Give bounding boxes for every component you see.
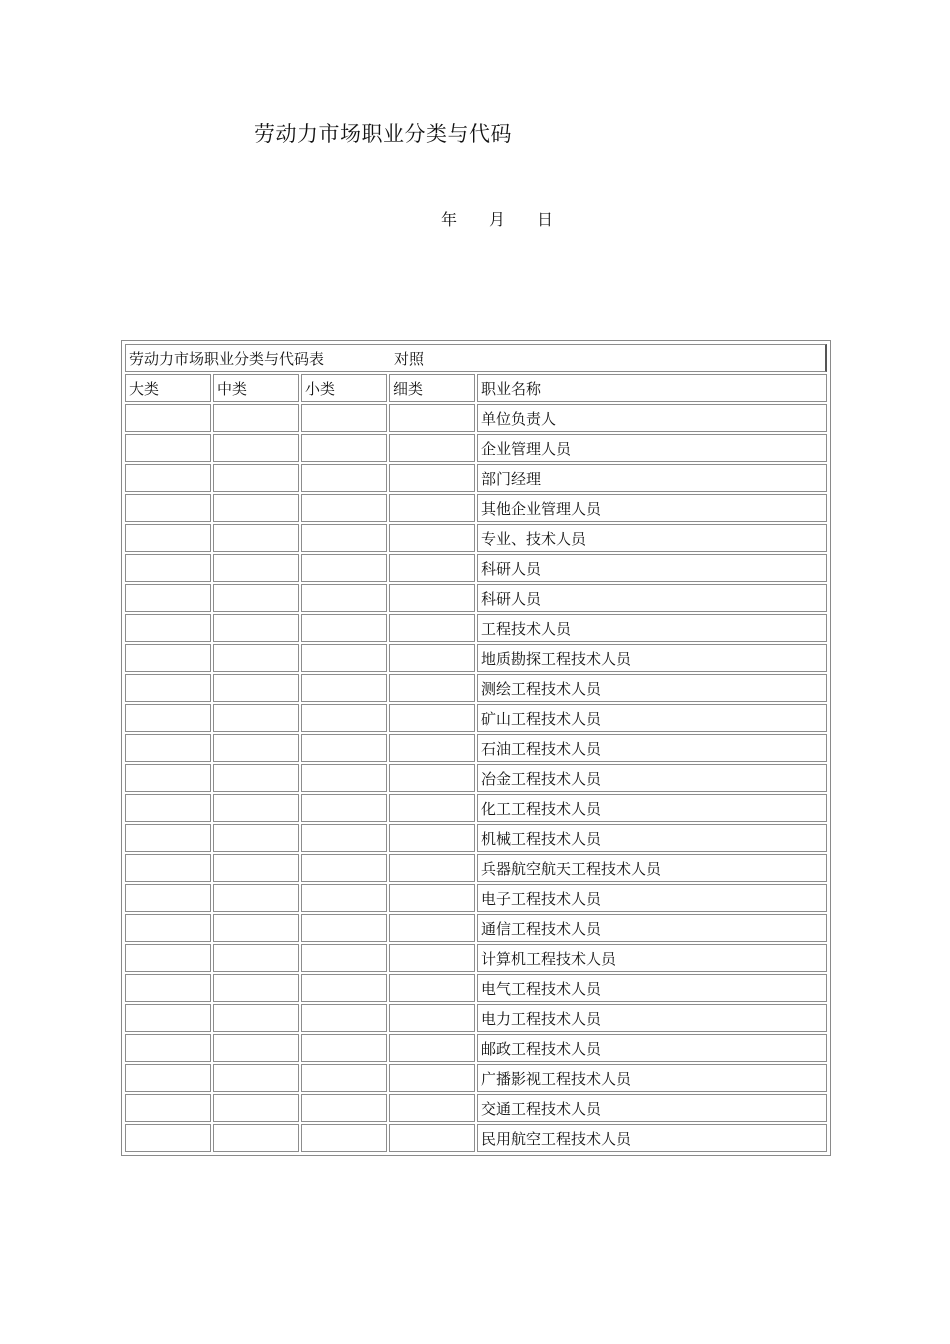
major-class-cell bbox=[125, 944, 211, 972]
occupation-name-cell: 石油工程技术人员 bbox=[477, 734, 827, 762]
middle-class-cell bbox=[213, 524, 299, 552]
day-label: 日 bbox=[537, 210, 554, 229]
header-minor-class: 小类 bbox=[301, 374, 387, 402]
minor-class-cell bbox=[301, 434, 387, 462]
minor-class-cell bbox=[301, 914, 387, 942]
date-line bbox=[441, 207, 585, 230]
detail-class-cell bbox=[389, 614, 475, 642]
middle-class-cell bbox=[213, 1034, 299, 1062]
middle-class-cell bbox=[213, 854, 299, 882]
table-row bbox=[125, 854, 827, 882]
header-row bbox=[125, 374, 827, 402]
major-class-cell bbox=[125, 854, 211, 882]
major-class-cell bbox=[125, 464, 211, 492]
occupation-name-cell: 计算机工程技术人员 bbox=[477, 944, 827, 972]
occupation-name-cell: 广播影视工程技术人员 bbox=[477, 1064, 827, 1092]
major-class-cell bbox=[125, 824, 211, 852]
occupation-name-cell: 兵器航空航天工程技术人员 bbox=[477, 854, 827, 882]
occupation-name-cell: 冶金工程技术人员 bbox=[477, 764, 827, 792]
occupation-name-cell: 其他企业管理人员 bbox=[477, 494, 827, 522]
middle-class-cell bbox=[213, 614, 299, 642]
minor-class-cell bbox=[301, 404, 387, 432]
table-row bbox=[125, 494, 827, 522]
major-class-cell bbox=[125, 1004, 211, 1032]
table-row bbox=[125, 584, 827, 612]
year-label: 年 bbox=[441, 210, 458, 229]
detail-class-cell bbox=[389, 704, 475, 732]
major-class-cell bbox=[125, 404, 211, 432]
table-row bbox=[125, 614, 827, 642]
middle-class-cell bbox=[213, 794, 299, 822]
detail-class-cell bbox=[389, 1094, 475, 1122]
detail-class-cell bbox=[389, 554, 475, 582]
table-row bbox=[125, 1004, 827, 1032]
table-caption bbox=[125, 344, 827, 372]
major-class-cell bbox=[125, 644, 211, 672]
occupation-name-cell: 交通工程技术人员 bbox=[477, 1094, 827, 1122]
table-row bbox=[125, 914, 827, 942]
major-class-cell bbox=[125, 494, 211, 522]
major-class-cell bbox=[125, 764, 211, 792]
table-row bbox=[125, 944, 827, 972]
minor-class-cell bbox=[301, 524, 387, 552]
minor-class-cell bbox=[301, 1064, 387, 1092]
minor-class-cell bbox=[301, 794, 387, 822]
major-class-cell bbox=[125, 974, 211, 1002]
minor-class-cell bbox=[301, 674, 387, 702]
major-class-cell bbox=[125, 914, 211, 942]
month-label: 月 bbox=[489, 210, 506, 229]
minor-class-cell bbox=[301, 584, 387, 612]
detail-class-cell bbox=[389, 584, 475, 612]
major-class-cell bbox=[125, 674, 211, 702]
table-row bbox=[125, 794, 827, 822]
detail-class-cell bbox=[389, 974, 475, 1002]
minor-class-cell bbox=[301, 1004, 387, 1032]
major-class-cell bbox=[125, 884, 211, 912]
middle-class-cell bbox=[213, 644, 299, 672]
major-class-cell bbox=[125, 1124, 211, 1152]
detail-class-cell bbox=[389, 914, 475, 942]
middle-class-cell bbox=[213, 1004, 299, 1032]
middle-class-cell bbox=[213, 734, 299, 762]
detail-class-cell bbox=[389, 884, 475, 912]
minor-class-cell bbox=[301, 494, 387, 522]
detail-class-cell bbox=[389, 1004, 475, 1032]
middle-class-cell bbox=[213, 1064, 299, 1092]
occupation-name-cell: 部门经理 bbox=[477, 464, 827, 492]
caption-text: 劳动力市场职业分类与代码表 bbox=[129, 349, 325, 368]
occupation-name-cell: 电子工程技术人员 bbox=[477, 884, 827, 912]
major-class-cell bbox=[125, 704, 211, 732]
middle-class-cell bbox=[213, 764, 299, 792]
major-class-cell bbox=[125, 584, 211, 612]
occupation-name-cell: 工程技术人员 bbox=[477, 614, 827, 642]
minor-class-cell bbox=[301, 884, 387, 912]
minor-class-cell bbox=[301, 704, 387, 732]
table-row bbox=[125, 764, 827, 792]
occupation-name-cell: 邮政工程技术人员 bbox=[477, 1034, 827, 1062]
minor-class-cell bbox=[301, 944, 387, 972]
detail-class-cell bbox=[389, 674, 475, 702]
major-class-cell bbox=[125, 794, 211, 822]
detail-class-cell bbox=[389, 1124, 475, 1152]
table-row bbox=[125, 1064, 827, 1092]
middle-class-cell bbox=[213, 434, 299, 462]
table-row bbox=[125, 434, 827, 462]
occupation-name-cell: 机械工程技术人员 bbox=[477, 824, 827, 852]
occupation-name-cell: 地质勘探工程技术人员 bbox=[477, 644, 827, 672]
document-title: 劳动力市场职业分类与代码 bbox=[254, 122, 512, 146]
detail-class-cell bbox=[389, 824, 475, 852]
middle-class-cell bbox=[213, 554, 299, 582]
table-row bbox=[125, 524, 827, 552]
occupation-name-cell: 企业管理人员 bbox=[477, 434, 827, 462]
detail-class-cell bbox=[389, 1064, 475, 1092]
minor-class-cell bbox=[301, 644, 387, 672]
detail-class-cell bbox=[389, 944, 475, 972]
detail-class-cell bbox=[389, 764, 475, 792]
occupation-table-frame bbox=[121, 340, 831, 1156]
minor-class-cell bbox=[301, 824, 387, 852]
detail-class-cell bbox=[389, 794, 475, 822]
detail-class-cell bbox=[389, 734, 475, 762]
table-row bbox=[125, 1124, 827, 1152]
middle-class-cell bbox=[213, 974, 299, 1002]
table-row bbox=[125, 974, 827, 1002]
middle-class-cell bbox=[213, 494, 299, 522]
middle-class-cell bbox=[213, 464, 299, 492]
occupation-name-cell: 电气工程技术人员 bbox=[477, 974, 827, 1002]
header-occupation-name: 职业名称 bbox=[477, 374, 827, 402]
detail-class-cell bbox=[389, 404, 475, 432]
middle-class-cell bbox=[213, 1094, 299, 1122]
minor-class-cell bbox=[301, 1034, 387, 1062]
table-row bbox=[125, 674, 827, 702]
major-class-cell bbox=[125, 1034, 211, 1062]
occupation-name-cell: 科研人员 bbox=[477, 584, 827, 612]
major-class-cell bbox=[125, 1064, 211, 1092]
detail-class-cell bbox=[389, 1034, 475, 1062]
middle-class-cell bbox=[213, 914, 299, 942]
detail-class-cell bbox=[389, 494, 475, 522]
table-row bbox=[125, 404, 827, 432]
table-row bbox=[125, 464, 827, 492]
minor-class-cell bbox=[301, 764, 387, 792]
detail-class-cell bbox=[389, 854, 475, 882]
caption-suffix: 对照 bbox=[394, 349, 425, 368]
major-class-cell bbox=[125, 614, 211, 642]
minor-class-cell bbox=[301, 614, 387, 642]
minor-class-cell bbox=[301, 464, 387, 492]
occupation-name-cell: 单位负责人 bbox=[477, 404, 827, 432]
occupation-name-cell: 矿山工程技术人员 bbox=[477, 704, 827, 732]
middle-class-cell bbox=[213, 1124, 299, 1152]
occupation-table bbox=[123, 342, 829, 1154]
table-row bbox=[125, 884, 827, 912]
minor-class-cell bbox=[301, 554, 387, 582]
table-row bbox=[125, 704, 827, 732]
table-row bbox=[125, 1094, 827, 1122]
middle-class-cell bbox=[213, 404, 299, 432]
table-row bbox=[125, 824, 827, 852]
occupation-name-cell: 民用航空工程技术人员 bbox=[477, 1124, 827, 1152]
minor-class-cell bbox=[301, 854, 387, 882]
major-class-cell bbox=[125, 734, 211, 762]
table-row bbox=[125, 734, 827, 762]
caption-row bbox=[125, 344, 827, 372]
major-class-cell bbox=[125, 434, 211, 462]
minor-class-cell bbox=[301, 734, 387, 762]
occupation-name-cell: 化工工程技术人员 bbox=[477, 794, 827, 822]
minor-class-cell bbox=[301, 974, 387, 1002]
table-row bbox=[125, 554, 827, 582]
middle-class-cell bbox=[213, 944, 299, 972]
occupation-name-cell: 科研人员 bbox=[477, 554, 827, 582]
middle-class-cell bbox=[213, 884, 299, 912]
detail-class-cell bbox=[389, 524, 475, 552]
table-row bbox=[125, 1034, 827, 1062]
occupation-name-cell: 通信工程技术人员 bbox=[477, 914, 827, 942]
occupation-name-cell: 专业、技术人员 bbox=[477, 524, 827, 552]
middle-class-cell bbox=[213, 824, 299, 852]
middle-class-cell bbox=[213, 704, 299, 732]
minor-class-cell bbox=[301, 1124, 387, 1152]
major-class-cell bbox=[125, 524, 211, 552]
major-class-cell bbox=[125, 554, 211, 582]
occupation-name-cell: 电力工程技术人员 bbox=[477, 1004, 827, 1032]
detail-class-cell bbox=[389, 434, 475, 462]
middle-class-cell bbox=[213, 674, 299, 702]
header-middle-class: 中类 bbox=[213, 374, 299, 402]
middle-class-cell bbox=[213, 584, 299, 612]
header-major-class: 大类 bbox=[125, 374, 211, 402]
detail-class-cell bbox=[389, 464, 475, 492]
table-row bbox=[125, 644, 827, 672]
occupation-name-cell: 测绘工程技术人员 bbox=[477, 674, 827, 702]
header-detail-class: 细类 bbox=[389, 374, 475, 402]
major-class-cell bbox=[125, 1094, 211, 1122]
minor-class-cell bbox=[301, 1094, 387, 1122]
detail-class-cell bbox=[389, 644, 475, 672]
